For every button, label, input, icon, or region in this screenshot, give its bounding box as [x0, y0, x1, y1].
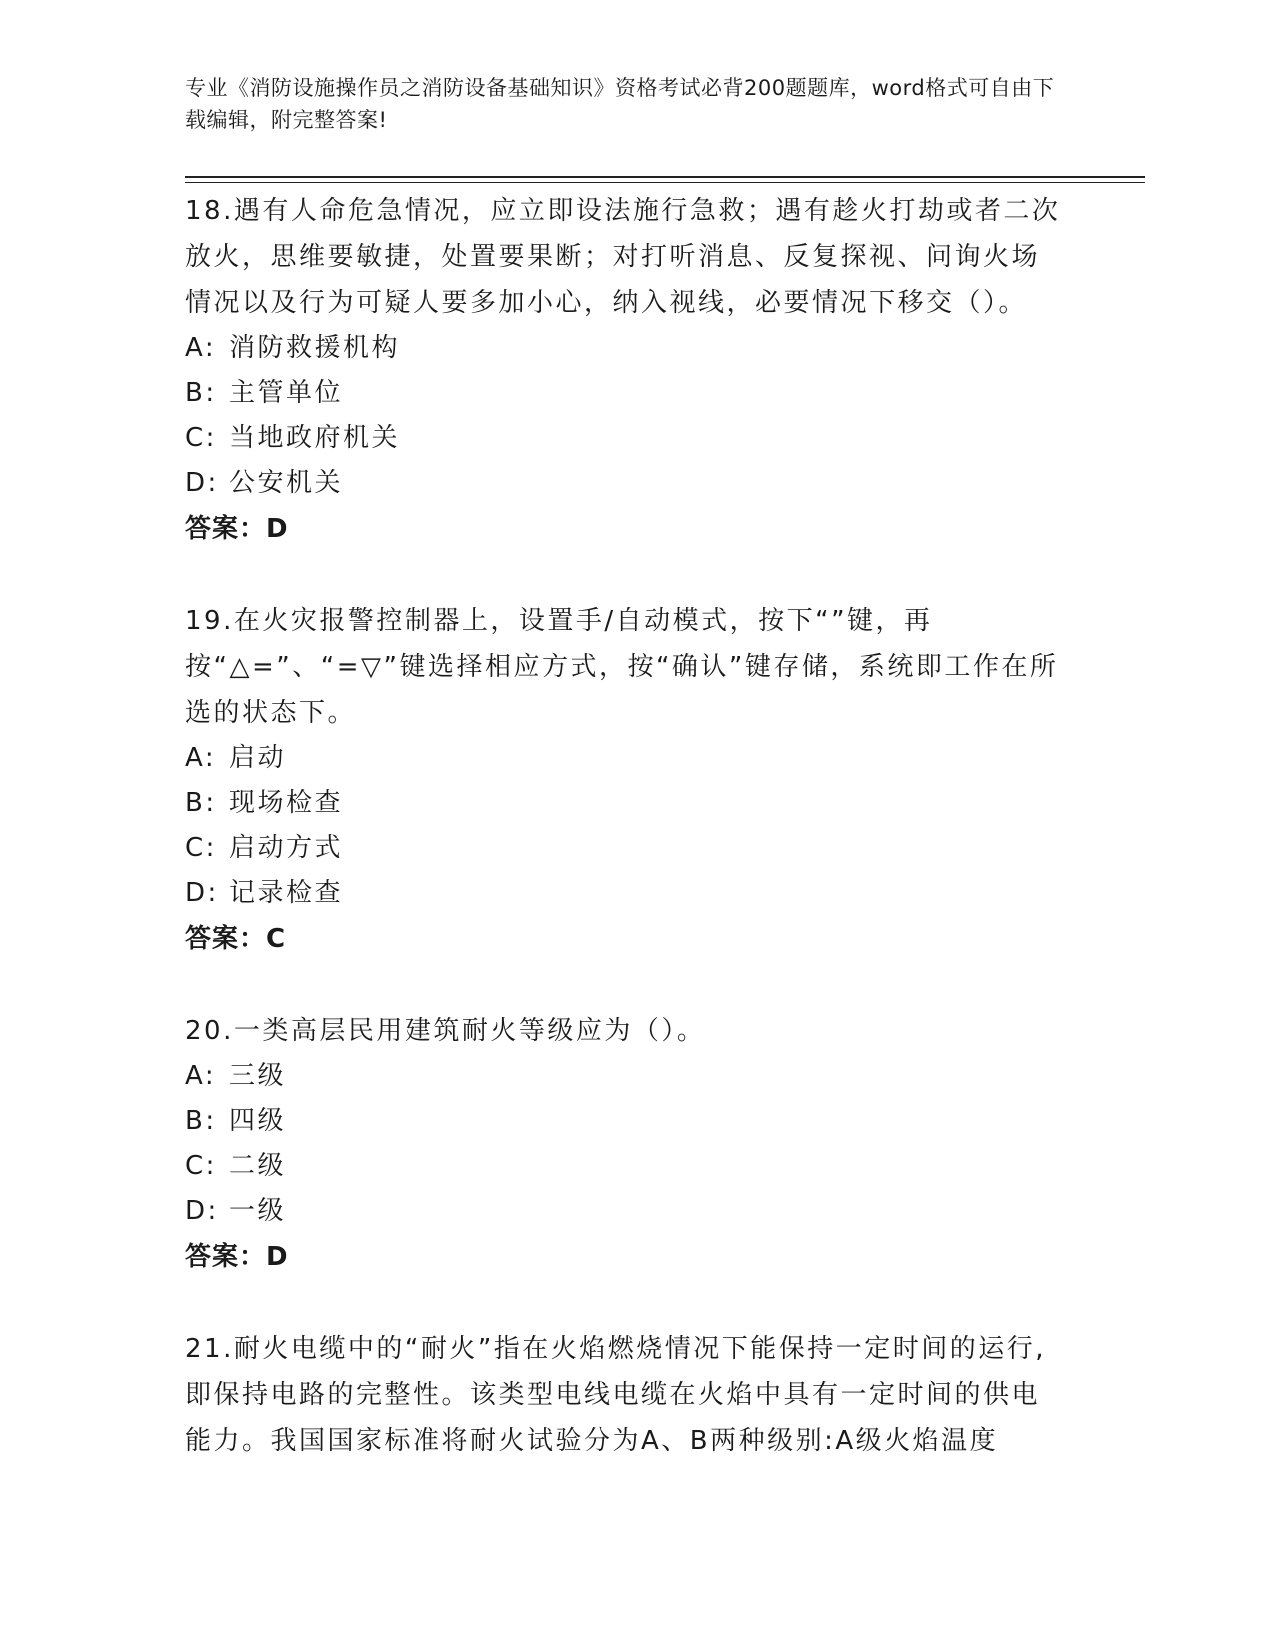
option-d [185, 871, 1065, 916]
option-c [185, 826, 1065, 871]
option-text: 二级 [229, 1151, 287, 1181]
option-c [185, 416, 1065, 461]
option-text: 公安机关 [229, 468, 344, 498]
question-18 [185, 188, 1065, 552]
option-key: A: [185, 333, 217, 363]
header-divider-thick [185, 176, 1145, 178]
question-stem: 20.一类高层民用建筑耐火等级应为（）。 [185, 1016, 706, 1046]
option-text: 主管单位 [229, 378, 344, 408]
option-text: 一级 [229, 1196, 287, 1226]
document-header: 专业《消防设施操作员之消防设备基础知识》资格考试必背200题题库，word格式可自由下载编辑，附完整答案! [185, 76, 1055, 132]
option-key: A: [185, 1061, 217, 1091]
option-a [185, 736, 1065, 781]
option-text: 四级 [229, 1106, 287, 1136]
option-b [185, 781, 1065, 826]
question-stem: 18.遇有人命危急情况，应立即设法施行急救；遇有趁火打劫或者二次放火，思维要敏捷，处置要果断；对打听消息、反复探视、问询火场情况以及行为可疑人要多加小心，纳入视线，必要情况下移交（）。 [185, 196, 1061, 318]
option-key: B: [185, 788, 217, 818]
option-key: C: [185, 833, 217, 863]
option-key: C: [185, 423, 217, 453]
option-list [185, 326, 1065, 506]
option-list [185, 1054, 1065, 1234]
option-key: D: [185, 1196, 219, 1226]
answer-line: 答案：D [185, 514, 289, 544]
option-a [185, 326, 1065, 371]
option-text: 启动 [229, 743, 287, 773]
option-key: D: [185, 468, 219, 498]
question-stem: 21.耐火电缆中的“耐火”指在火焰燃烧情况下能保持一定时间的运行,即保持电路的完整性。该类型电线电缆在火焰中具有一定时间的供电能力。我国国家标准将耐火试验分为A、B两种级别:A级火焰温度 [185, 1334, 1047, 1456]
option-text: 三级 [229, 1061, 287, 1091]
option-a [185, 1054, 1065, 1099]
header-divider-thin [185, 182, 1145, 183]
option-d [185, 461, 1065, 506]
question-21 [185, 1326, 1065, 1464]
option-key: D: [185, 878, 219, 908]
option-text: 当地政府机关 [229, 423, 401, 453]
question-stem: 19.在火灾报警控制器上，设置手/自动模式，按下“”键，再按“△=”、“=▽”键选择相应方式，按“确认”键存储，系统即工作在所选的状态下。 [185, 606, 1059, 728]
option-text: 现场检查 [229, 788, 344, 818]
option-d [185, 1189, 1065, 1234]
question-19 [185, 598, 1065, 962]
option-text: 消防救援机构 [229, 333, 401, 363]
option-b [185, 1099, 1065, 1144]
option-b [185, 371, 1065, 416]
option-key: C: [185, 1151, 217, 1181]
option-key: B: [185, 378, 217, 408]
option-key: B: [185, 1106, 217, 1136]
answer-line: 答案：C [185, 924, 287, 954]
option-key: A: [185, 743, 217, 773]
option-c [185, 1144, 1065, 1189]
option-text: 启动方式 [229, 833, 344, 863]
option-list [185, 736, 1065, 916]
option-text: 记录检查 [229, 878, 344, 908]
question-list [185, 188, 1065, 1510]
answer-line: 答案：D [185, 1242, 289, 1272]
question-20 [185, 1008, 1065, 1280]
